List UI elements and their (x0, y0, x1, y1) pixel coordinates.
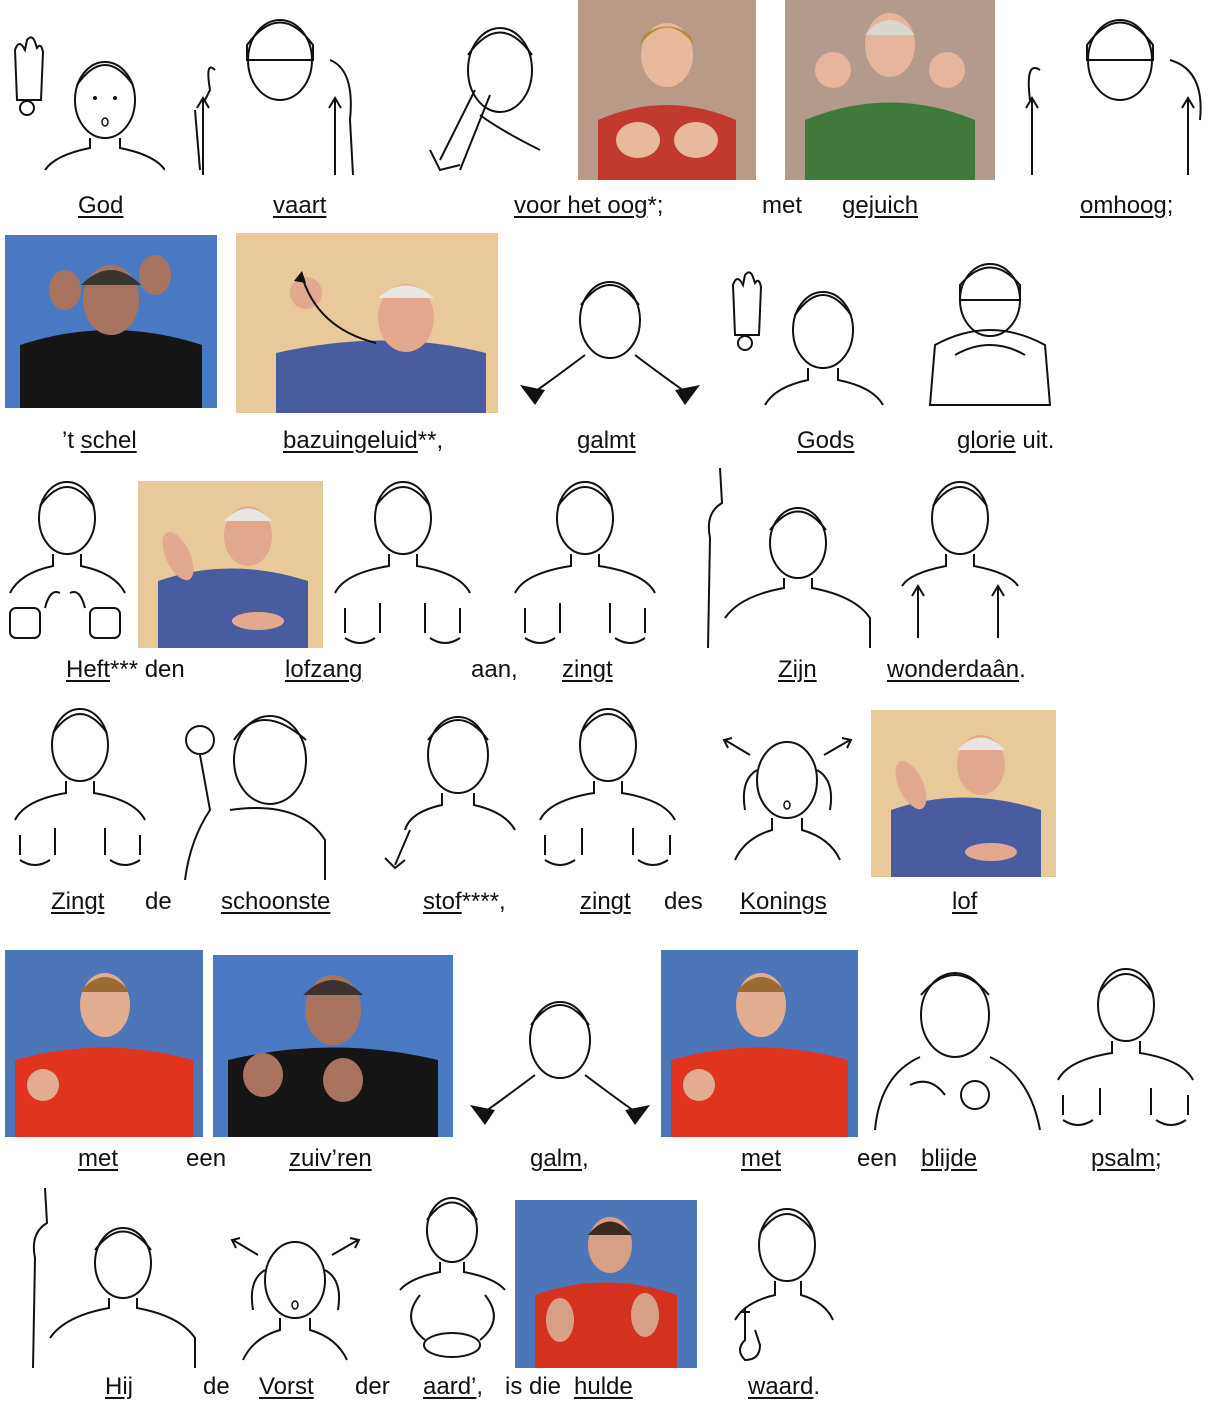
line-2-word-1: ’t schel (62, 427, 137, 454)
sign-photo-met-2 (661, 950, 858, 1137)
sign-drawing-zingt (505, 468, 665, 648)
sign-drawing-galm (465, 985, 655, 1135)
line-4-word-3: schoonste (221, 888, 331, 915)
sign-drawing-stof (380, 700, 520, 870)
line-4-word-5: zingt (580, 888, 631, 915)
photo-signer-icon (578, 0, 756, 180)
line-3-word-1: Heft*** den (66, 656, 185, 683)
line-3-word-5: Zijn (778, 656, 817, 683)
sign-drawing-heft (5, 468, 130, 648)
line-2-word-5: glorie uit. (957, 427, 1055, 454)
line-5-word-4: galm, (530, 1145, 589, 1172)
sign-photo-schel (5, 235, 217, 408)
line-3-word-4: zingt (562, 656, 613, 683)
line-4-word-7: Konings (740, 888, 827, 915)
sign-photo-bazuingeluid (236, 233, 498, 413)
sign-drawing-zingt-3 (530, 700, 685, 870)
line-1-word-6: omhoog; (1080, 192, 1174, 219)
line-5-word-2: een (186, 1145, 227, 1172)
line-2-word-4: Gods (797, 427, 855, 454)
line-2-word-3: galmt (577, 427, 636, 454)
sign-drawing-schoonste (170, 700, 330, 880)
line-6-word-2: de (203, 1373, 230, 1400)
sign-photo-met (5, 950, 203, 1137)
line-5-word-3: zuiv’ren (289, 1145, 372, 1172)
line-4-word-8: lof (952, 888, 978, 915)
sign-photo-lofzang (138, 481, 323, 648)
line-4-word-6: des (664, 888, 703, 915)
line-6-word-7: hulde (574, 1373, 633, 1400)
line-4-word-1: Zingt (51, 888, 105, 915)
line-6-word-5: aard’, (423, 1373, 484, 1400)
sign-drawing-god (5, 30, 165, 180)
line-1-word-5: gejuich (842, 192, 919, 219)
line-5-word-1: met (78, 1145, 119, 1172)
line-3-word-6: wonderdaân. (887, 656, 1026, 683)
line-5-word-5: met (741, 1145, 782, 1172)
line-6-word-3: Vorst (259, 1373, 314, 1400)
line-2-word-2: bazuingeluid**, (283, 427, 444, 454)
line-4-word-2: de (145, 888, 172, 915)
sign-drawing-zijn (680, 468, 875, 648)
sign-drawing-vaart (185, 0, 360, 180)
sign-drawing-zingt-2 (5, 700, 155, 870)
sign-drawing-vorst (225, 1210, 365, 1370)
sign-photo-lof (871, 710, 1056, 877)
line-5-word-7: blijde (921, 1145, 978, 1172)
sign-drawing-konings (720, 710, 855, 870)
line-1-word-4: met (762, 192, 803, 219)
sign-drawing-omhoog (1010, 0, 1210, 180)
line-3-word-2: lofzang (285, 656, 363, 683)
sign-drawing-aard (395, 1190, 510, 1365)
line-1-word-3: voor het oog*; (514, 192, 664, 219)
line-6-word-8: waard. (748, 1373, 821, 1400)
line-6-word-4: der (355, 1373, 390, 1400)
sign-drawing-lofzang (325, 468, 480, 648)
line-5-word-8: psalm; (1091, 1145, 1162, 1172)
sign-drawing-voor-het-oog (420, 0, 560, 180)
sign-drawing-blijde (870, 955, 1045, 1135)
sign-drawing-gods (725, 265, 885, 415)
sign-photo-gejuich (785, 0, 995, 180)
sign-drawing-waard (725, 1200, 835, 1365)
sign-drawing-wonderdaan (890, 468, 1030, 648)
line-1-word-2: vaart (273, 192, 327, 219)
line-6-word-1: Hij (105, 1373, 133, 1400)
line-4-word-4: stof****, (423, 888, 506, 915)
line-1-word-1: God (78, 192, 124, 219)
sign-drawing-galmt (515, 265, 705, 415)
sign-photo-voor-het-oog (578, 0, 756, 180)
face-drawing-icon (5, 30, 165, 180)
line-5-word-6: een (857, 1145, 898, 1172)
sign-photo-zuivren (213, 955, 453, 1137)
line-6-word-6: is die (505, 1373, 562, 1400)
sign-drawing-glorie (915, 245, 1065, 415)
sign-drawing-hij (5, 1188, 200, 1368)
sign-drawing-psalm (1048, 960, 1203, 1130)
sign-photo-hulde (515, 1200, 697, 1368)
line-3-word-3: aan, (471, 656, 518, 683)
